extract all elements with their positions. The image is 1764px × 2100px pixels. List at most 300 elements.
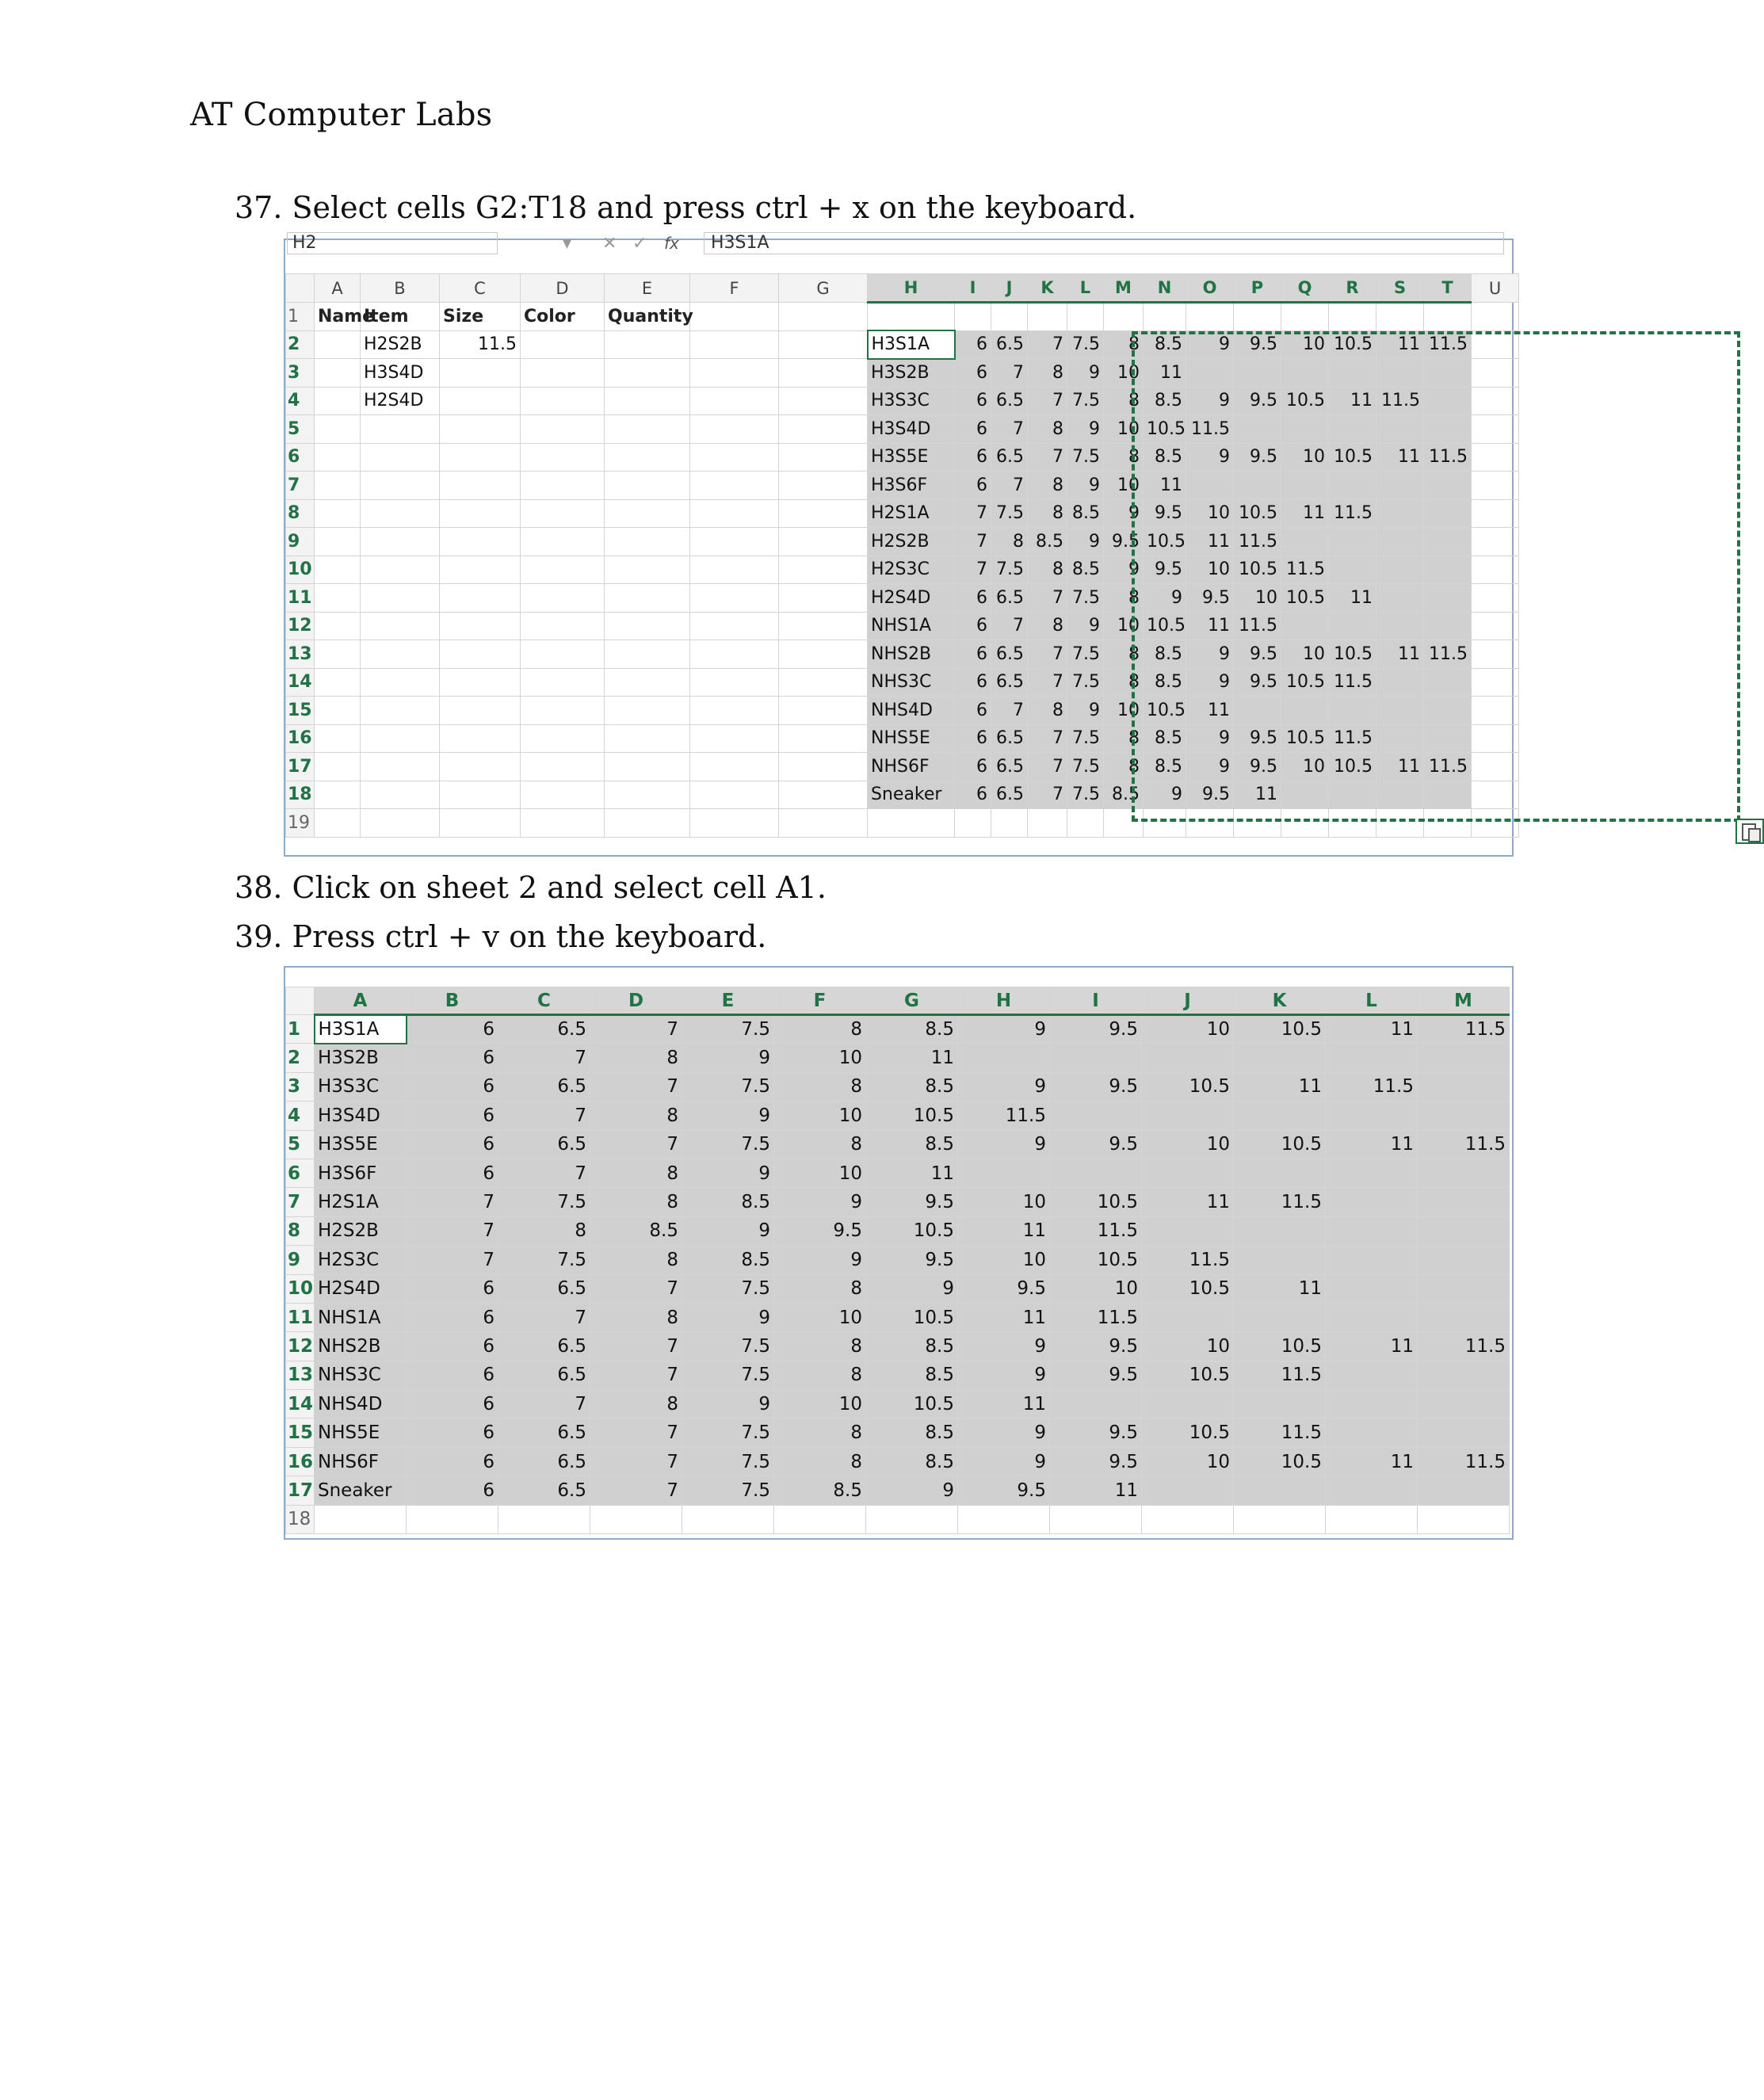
column-header-L[interactable]: L: [1326, 987, 1418, 1015]
cell[interactable]: 6.5: [498, 1332, 590, 1361]
cell[interactable]: [991, 809, 1028, 838]
row-header[interactable]: 1: [286, 303, 315, 331]
cell[interactable]: 11: [1376, 753, 1424, 781]
cell[interactable]: [1376, 584, 1424, 613]
cell[interactable]: 6.5: [991, 753, 1028, 781]
cell[interactable]: 8: [1104, 753, 1144, 781]
column-header-C[interactable]: C: [440, 274, 521, 303]
cell[interactable]: 10: [1281, 640, 1329, 669]
cell[interactable]: 8.5: [590, 1216, 682, 1245]
row-header[interactable]: 16: [286, 1447, 315, 1476]
cell[interactable]: 9: [682, 1102, 774, 1130]
cell[interactable]: [1424, 781, 1472, 809]
cell[interactable]: [605, 528, 690, 556]
name-box[interactable]: H2: [287, 232, 498, 254]
cell[interactable]: [361, 472, 440, 500]
cell[interactable]: 8: [590, 1303, 682, 1331]
cell[interactable]: 6: [955, 612, 991, 640]
cell[interactable]: [315, 753, 361, 781]
cell[interactable]: [440, 443, 521, 472]
cell[interactable]: 10: [1050, 1274, 1142, 1303]
cell[interactable]: [1376, 528, 1424, 556]
cell[interactable]: [1418, 1418, 1510, 1447]
cell[interactable]: 10.5: [1144, 528, 1186, 556]
row-header[interactable]: 14: [286, 1390, 315, 1418]
cell[interactable]: 8.5: [1144, 753, 1186, 781]
cell[interactable]: [1234, 415, 1281, 444]
row-header[interactable]: 13: [286, 640, 315, 669]
cell[interactable]: [1104, 303, 1144, 331]
cell[interactable]: 9: [958, 1332, 1050, 1361]
cell[interactable]: 10: [1104, 472, 1144, 500]
cell[interactable]: 11.5: [1376, 387, 1424, 415]
cell[interactable]: [1281, 303, 1329, 331]
cell[interactable]: 9: [866, 1476, 958, 1505]
cell[interactable]: 9.5: [1050, 1015, 1142, 1044]
cell[interactable]: 6: [955, 668, 991, 697]
cell[interactable]: 11.5: [1418, 1447, 1510, 1476]
cell[interactable]: 11: [1186, 612, 1234, 640]
cell[interactable]: [361, 499, 440, 528]
cell[interactable]: H3S2B: [868, 359, 955, 388]
cell[interactable]: 9.5: [1144, 499, 1186, 528]
cell[interactable]: 9.5: [1234, 443, 1281, 472]
cell[interactable]: [1376, 415, 1424, 444]
cell[interactable]: [958, 1505, 1050, 1533]
cell[interactable]: [521, 584, 605, 613]
cell[interactable]: [1028, 303, 1067, 331]
cell[interactable]: [1424, 528, 1472, 556]
cell[interactable]: [1281, 528, 1329, 556]
cell[interactable]: 6: [407, 1274, 498, 1303]
cell[interactable]: [315, 809, 361, 838]
row-header[interactable]: 4: [286, 1102, 315, 1130]
cell[interactable]: [315, 724, 361, 753]
cell[interactable]: 9.5: [1234, 640, 1281, 669]
cell[interactable]: [1329, 472, 1376, 500]
cell[interactable]: 11: [958, 1303, 1050, 1331]
cell[interactable]: 7: [590, 1274, 682, 1303]
cell[interactable]: [1376, 556, 1424, 584]
cell[interactable]: 7: [498, 1159, 590, 1187]
cell[interactable]: NHS3C: [868, 668, 955, 697]
cell[interactable]: [1281, 472, 1329, 500]
cell[interactable]: [1472, 724, 1519, 753]
cell[interactable]: [779, 415, 868, 444]
cell[interactable]: [1472, 668, 1519, 697]
cell[interactable]: [690, 415, 779, 444]
cell[interactable]: [605, 359, 690, 388]
cell[interactable]: Sneaker: [315, 1476, 407, 1505]
cell[interactable]: 11: [1376, 443, 1424, 472]
cell[interactable]: 11: [1281, 499, 1329, 528]
cell[interactable]: 6: [955, 472, 991, 500]
cell[interactable]: [521, 809, 605, 838]
cell[interactable]: [1326, 1303, 1418, 1331]
cell[interactable]: 6.5: [991, 668, 1028, 697]
cell[interactable]: 7: [991, 612, 1028, 640]
row-header[interactable]: 17: [286, 1476, 315, 1505]
cell[interactable]: [605, 809, 690, 838]
fx-icon[interactable]: fx: [664, 234, 679, 253]
cell[interactable]: 7: [1028, 781, 1067, 809]
row-header[interactable]: 7: [286, 1188, 315, 1216]
cell[interactable]: [1281, 697, 1329, 725]
cell[interactable]: [1472, 303, 1519, 331]
cell[interactable]: 9: [1067, 472, 1104, 500]
cell[interactable]: 10: [1142, 1447, 1234, 1476]
cell[interactable]: [690, 724, 779, 753]
cell[interactable]: H2S1A: [315, 1188, 407, 1216]
cell[interactable]: 8: [590, 1102, 682, 1130]
cell[interactable]: [315, 781, 361, 809]
cell[interactable]: [361, 443, 440, 472]
cell[interactable]: [521, 781, 605, 809]
row-header[interactable]: 3: [286, 359, 315, 388]
cell[interactable]: [605, 724, 690, 753]
cell[interactable]: [690, 499, 779, 528]
column-header-A[interactable]: A: [315, 274, 361, 303]
cell[interactable]: 8.5: [1067, 556, 1104, 584]
paste-options-icon[interactable]: [1735, 819, 1764, 844]
cell[interactable]: NHS1A: [868, 612, 955, 640]
cell[interactable]: [958, 1044, 1050, 1072]
cell[interactable]: 7: [590, 1447, 682, 1476]
row-header[interactable]: 10: [286, 1274, 315, 1303]
cell[interactable]: [868, 303, 955, 331]
cell[interactable]: [774, 1505, 866, 1533]
row-header[interactable]: 8: [286, 499, 315, 528]
cell[interactable]: [361, 697, 440, 725]
cell[interactable]: H2S3C: [315, 1246, 407, 1274]
cell[interactable]: 11: [1234, 1274, 1326, 1303]
cell[interactable]: 9: [958, 1361, 1050, 1389]
cell[interactable]: [690, 753, 779, 781]
cell[interactable]: [1281, 781, 1329, 809]
cell[interactable]: 7: [991, 472, 1028, 500]
cell[interactable]: [1424, 697, 1472, 725]
cell[interactable]: H3S5E: [868, 443, 955, 472]
cell[interactable]: 8.5: [774, 1476, 866, 1505]
cell[interactable]: 9: [1186, 387, 1234, 415]
cell[interactable]: [498, 1505, 590, 1533]
row-header[interactable]: 10: [286, 556, 315, 584]
cell[interactable]: [440, 556, 521, 584]
cell[interactable]: [440, 668, 521, 697]
cell[interactable]: 8: [590, 1246, 682, 1274]
cell[interactable]: 7: [407, 1188, 498, 1216]
cell[interactable]: Sneaker: [868, 781, 955, 809]
cell[interactable]: 11.5: [1418, 1332, 1510, 1361]
cell[interactable]: 9: [1104, 556, 1144, 584]
cell[interactable]: 9: [774, 1246, 866, 1274]
cell[interactable]: [521, 640, 605, 669]
cell[interactable]: 9: [1186, 443, 1234, 472]
cell[interactable]: [361, 753, 440, 781]
cell[interactable]: [315, 668, 361, 697]
cell[interactable]: [1234, 697, 1281, 725]
cell[interactable]: 7: [590, 1361, 682, 1389]
cell[interactable]: 11: [1376, 330, 1424, 359]
cell[interactable]: 10.5: [866, 1102, 958, 1130]
cell[interactable]: [779, 330, 868, 359]
cell[interactable]: [868, 809, 955, 838]
cell[interactable]: 9: [1104, 499, 1144, 528]
cell[interactable]: [1326, 1274, 1418, 1303]
cell[interactable]: 9: [774, 1188, 866, 1216]
cell[interactable]: 9: [958, 1130, 1050, 1159]
cell[interactable]: [1472, 528, 1519, 556]
cell[interactable]: [1234, 1216, 1326, 1245]
cell[interactable]: 7.5: [1067, 443, 1104, 472]
cell[interactable]: [361, 584, 440, 613]
cell[interactable]: 11: [1234, 781, 1281, 809]
cell[interactable]: 9: [1186, 724, 1234, 753]
cell[interactable]: [1326, 1418, 1418, 1447]
cell[interactable]: 10: [774, 1044, 866, 1072]
cell[interactable]: [605, 415, 690, 444]
cell[interactable]: 9: [1186, 753, 1234, 781]
cell[interactable]: [1472, 387, 1519, 415]
cell[interactable]: 10: [1104, 697, 1144, 725]
cell[interactable]: 10: [1234, 584, 1281, 613]
cell[interactable]: [315, 387, 361, 415]
cell[interactable]: 11.5: [1234, 1361, 1326, 1389]
cell[interactable]: [1050, 1102, 1142, 1130]
cell[interactable]: 7.5: [682, 1332, 774, 1361]
row-header[interactable]: 13: [286, 1361, 315, 1389]
cell[interactable]: 7: [590, 1072, 682, 1101]
cell[interactable]: [1281, 415, 1329, 444]
cell[interactable]: [605, 668, 690, 697]
cell[interactable]: [440, 781, 521, 809]
cell[interactable]: [779, 753, 868, 781]
header-cell[interactable]: Size: [440, 303, 521, 331]
cell[interactable]: [440, 640, 521, 669]
cell[interactable]: 10.5: [1142, 1072, 1234, 1101]
cell[interactable]: [440, 472, 521, 500]
cell[interactable]: 6.5: [498, 1418, 590, 1447]
cell[interactable]: [605, 612, 690, 640]
cell[interactable]: 11.5: [1329, 668, 1376, 697]
cell[interactable]: [955, 303, 991, 331]
cell[interactable]: 11.5: [1329, 724, 1376, 753]
cell[interactable]: [1472, 472, 1519, 500]
cell[interactable]: [605, 556, 690, 584]
cell[interactable]: 8: [1104, 724, 1144, 753]
cell[interactable]: [1424, 303, 1472, 331]
cell[interactable]: [1234, 303, 1281, 331]
cell[interactable]: [521, 499, 605, 528]
cell[interactable]: 6.5: [498, 1476, 590, 1505]
cell[interactable]: 6: [407, 1130, 498, 1159]
cell[interactable]: 11.5: [1424, 443, 1472, 472]
select-all-corner[interactable]: [286, 274, 315, 303]
cell[interactable]: 8.5: [682, 1246, 774, 1274]
row-header[interactable]: 1: [286, 1015, 315, 1044]
cell[interactable]: 7.5: [498, 1246, 590, 1274]
cell[interactable]: [1472, 499, 1519, 528]
cell[interactable]: 9: [1067, 528, 1104, 556]
cell[interactable]: 10.5: [1234, 1332, 1326, 1361]
cell[interactable]: [1329, 697, 1376, 725]
cell[interactable]: [361, 781, 440, 809]
cell[interactable]: 10.5: [1234, 556, 1281, 584]
row-header[interactable]: 5: [286, 415, 315, 444]
row-header[interactable]: 15: [286, 1418, 315, 1447]
cell[interactable]: [1472, 556, 1519, 584]
cell[interactable]: 10: [1186, 556, 1234, 584]
cell[interactable]: [779, 472, 868, 500]
cell[interactable]: NHS3C: [315, 1361, 407, 1389]
cell[interactable]: [690, 781, 779, 809]
column-header-M[interactable]: M: [1418, 987, 1510, 1015]
cell[interactable]: 7.5: [682, 1418, 774, 1447]
row-header[interactable]: 11: [286, 584, 315, 613]
cell[interactable]: NHS6F: [315, 1447, 407, 1476]
cell[interactable]: [1050, 1044, 1142, 1072]
cell[interactable]: 7.5: [1067, 724, 1104, 753]
cell[interactable]: 8: [1028, 359, 1067, 388]
cell[interactable]: [991, 303, 1028, 331]
cell[interactable]: [521, 612, 605, 640]
cell[interactable]: [1418, 1072, 1510, 1101]
row-header[interactable]: 16: [286, 724, 315, 753]
cell[interactable]: [440, 809, 521, 838]
cell[interactable]: [779, 528, 868, 556]
cell[interactable]: [361, 612, 440, 640]
cell[interactable]: 8.5: [1144, 724, 1186, 753]
cell[interactable]: [1186, 303, 1234, 331]
cell[interactable]: [605, 387, 690, 415]
cell[interactable]: [1472, 443, 1519, 472]
cell[interactable]: [779, 612, 868, 640]
cell[interactable]: 8: [1104, 668, 1144, 697]
cell[interactable]: [521, 387, 605, 415]
cell[interactable]: H3S1A: [315, 1015, 407, 1044]
cell[interactable]: 9: [958, 1447, 1050, 1476]
cell[interactable]: 10.5: [1144, 612, 1186, 640]
cell[interactable]: [1424, 724, 1472, 753]
cell[interactable]: [521, 753, 605, 781]
cell[interactable]: 6: [407, 1102, 498, 1130]
cell[interactable]: [315, 697, 361, 725]
cell[interactable]: 11.5: [1424, 640, 1472, 669]
cell[interactable]: [1050, 1505, 1142, 1533]
cell[interactable]: 7: [1028, 640, 1067, 669]
cell[interactable]: [1418, 1274, 1510, 1303]
cell[interactable]: [1186, 359, 1234, 388]
cell[interactable]: 10: [774, 1102, 866, 1130]
cell[interactable]: 11: [1326, 1447, 1418, 1476]
cell[interactable]: 11.5: [1234, 1188, 1326, 1216]
cell[interactable]: 6: [407, 1361, 498, 1389]
cell[interactable]: [315, 556, 361, 584]
row-header[interactable]: 11: [286, 1303, 315, 1331]
cell[interactable]: [690, 809, 779, 838]
cell[interactable]: [1234, 472, 1281, 500]
cell[interactable]: 7: [1028, 387, 1067, 415]
cell[interactable]: [779, 668, 868, 697]
cell[interactable]: 6.5: [991, 443, 1028, 472]
cell[interactable]: [1424, 472, 1472, 500]
cell[interactable]: 6.5: [991, 584, 1028, 613]
cell[interactable]: 9: [682, 1159, 774, 1187]
cell[interactable]: [779, 387, 868, 415]
cell[interactable]: 11: [1142, 1188, 1234, 1216]
cell[interactable]: 9: [1067, 612, 1104, 640]
column-header-J[interactable]: J: [1142, 987, 1234, 1015]
cell[interactable]: 10.5: [1050, 1188, 1142, 1216]
cell[interactable]: [315, 612, 361, 640]
cell[interactable]: 9.5: [1104, 528, 1144, 556]
cell[interactable]: 8.5: [1144, 640, 1186, 669]
cell[interactable]: 8: [1104, 443, 1144, 472]
cell[interactable]: 8.5: [1067, 499, 1104, 528]
cell[interactable]: 7.5: [1067, 640, 1104, 669]
cell[interactable]: [1234, 1246, 1326, 1274]
cell[interactable]: 8.5: [1144, 443, 1186, 472]
cell[interactable]: 7.5: [682, 1015, 774, 1044]
cell[interactable]: H2S2B: [315, 1216, 407, 1245]
column-header-H[interactable]: H: [958, 987, 1050, 1015]
cell[interactable]: 11.5: [1234, 528, 1281, 556]
cell[interactable]: [1142, 1102, 1234, 1130]
cell[interactable]: [1144, 809, 1186, 838]
cell[interactable]: [690, 359, 779, 388]
cell[interactable]: NHS2B: [868, 640, 955, 669]
cell[interactable]: 11: [1186, 697, 1234, 725]
cell[interactable]: [361, 640, 440, 669]
cell[interactable]: 8: [590, 1390, 682, 1418]
cell[interactable]: [440, 753, 521, 781]
column-header-F[interactable]: F: [690, 274, 779, 303]
cell[interactable]: [1418, 1505, 1510, 1533]
cell[interactable]: [1234, 1390, 1326, 1418]
cell[interactable]: 9.5: [1234, 753, 1281, 781]
cell[interactable]: 7: [590, 1015, 682, 1044]
column-header-L[interactable]: L: [1067, 274, 1104, 303]
cell[interactable]: 7.5: [682, 1447, 774, 1476]
cell[interactable]: 8.5: [1144, 387, 1186, 415]
cell[interactable]: 10.5: [1142, 1418, 1234, 1447]
cell[interactable]: 8: [590, 1188, 682, 1216]
cell[interactable]: 10.5: [1281, 584, 1329, 613]
cell[interactable]: 7: [1028, 584, 1067, 613]
cell[interactable]: [315, 499, 361, 528]
cell[interactable]: [1142, 1303, 1234, 1331]
row-header[interactable]: 9: [286, 528, 315, 556]
cell[interactable]: [779, 781, 868, 809]
cell[interactable]: 8: [1028, 472, 1067, 500]
cell[interactable]: [521, 724, 605, 753]
cell[interactable]: [605, 443, 690, 472]
column-header-G[interactable]: G: [866, 987, 958, 1015]
cell[interactable]: 8: [1028, 612, 1067, 640]
cell[interactable]: [1418, 1102, 1510, 1130]
cell[interactable]: [440, 612, 521, 640]
cell[interactable]: [440, 499, 521, 528]
cell[interactable]: 7.5: [682, 1130, 774, 1159]
row-header[interactable]: 2: [286, 1044, 315, 1072]
cell[interactable]: 7: [1028, 443, 1067, 472]
cell[interactable]: [1472, 330, 1519, 359]
cell[interactable]: 9: [958, 1418, 1050, 1447]
cell[interactable]: [779, 724, 868, 753]
cell[interactable]: 8: [590, 1159, 682, 1187]
cell[interactable]: [1472, 809, 1519, 838]
cell[interactable]: 9.5: [1186, 584, 1234, 613]
